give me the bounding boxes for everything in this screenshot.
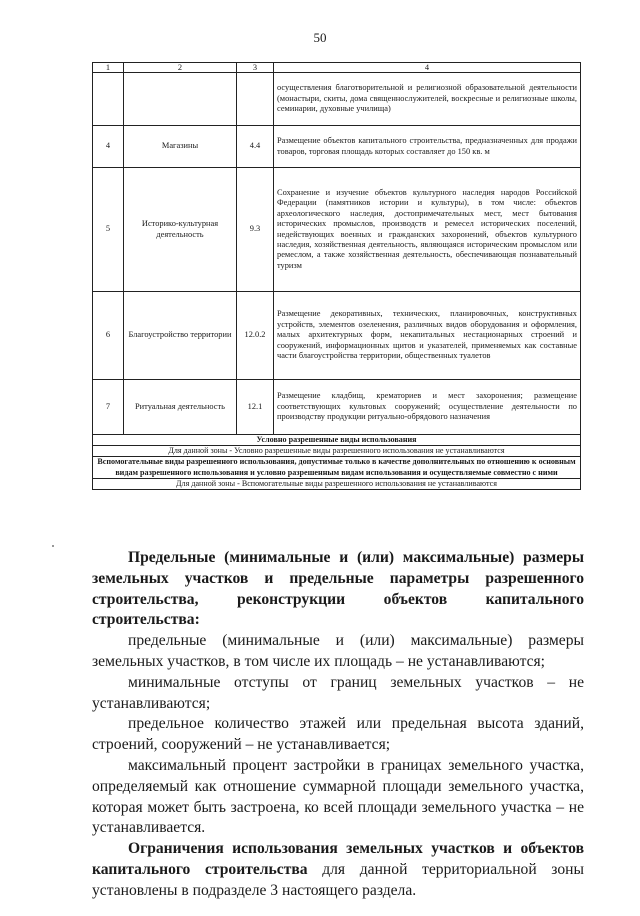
use-description: Размещение кладбищ, крематориев и мест захоронения; размещение соответствующих культовых сооружений; осуществление деятельности по производству продукции ритуально-обрядового назначения — [274, 380, 581, 435]
table-row — [93, 73, 581, 126]
paragraph: предельные (минимальные и (или) максимальные) размеры земельных участков, в том числе их площадь – не устанавливаются; — [92, 632, 584, 670]
table-header-row — [93, 63, 581, 73]
header-cell: 3 — [237, 63, 274, 73]
use-description: Размещение объектов капитального строительства, предназначенных для продажи товаров, торговая площадь которых составляет до 150 кв. м — [274, 126, 581, 168]
auxiliary-uses-heading: Вспомогательные виды разрешенного использования, допустимые только в качестве дополнительных по отношению к основным видам разрешенного использования и условно разрешенным видам использования и осуществляемые совместно с ними — [93, 457, 581, 478]
table-row — [93, 168, 581, 292]
paragraph: минимальные отступы от границ земельных участков – не устанавливаются; — [92, 673, 584, 712]
land-use-table — [92, 62, 581, 490]
use-name: Ритуальная деятельность — [124, 380, 237, 435]
use-code: 4.4 — [237, 126, 274, 168]
table-row — [93, 380, 581, 435]
use-description: осуществления благотворительной и религиозной образовательной деятельности (монастыри, скиты, дома священнослужителей, воскресные и религиозные школы, семинарии, духовные училища) — [274, 73, 581, 126]
conditional-uses-note: Для данной зоны - Условно разрешенные виды разрешенного использования не устанавливаются — [93, 446, 581, 457]
conditional-uses-note-row — [93, 446, 581, 457]
scan-speck — [52, 545, 54, 547]
use-name — [124, 73, 237, 126]
restrictions-rest: для данной территориальной зоны установлены в подразделе 3 настоящего раздела. — [92, 860, 584, 899]
header-cell: 2 — [124, 63, 237, 73]
header-cell: 4 — [274, 63, 581, 73]
body-text — [92, 548, 584, 902]
use-code: 12.1 — [237, 380, 274, 435]
row-number — [93, 73, 124, 126]
conditional-uses-heading-row — [93, 435, 581, 446]
auxiliary-uses-heading-row — [93, 457, 581, 478]
auxiliary-uses-note-row — [93, 478, 581, 489]
use-description: Размещение декоративных, технических, планировочных, конструктивных устройств, элементов озеленения, различных видов оборудования и оформления, малых архитектурных форм, некапитальных нестационарных строений и сооружений, информационных щитов и указателей, применяемых как составные части благоустройства территории, общественных туалетов — [274, 292, 581, 380]
row-number: 6 — [93, 292, 124, 380]
use-code — [237, 73, 274, 126]
use-name: Благоустройство территории — [124, 292, 237, 380]
use-code: 12.0.2 — [237, 292, 274, 380]
table-row — [93, 126, 581, 168]
paragraph: максимальный процент застройки в границах земельного участка, определяемый как отношение суммарной площади земельного участка, которая может быть застроена, ко всей площади земельного участка – не устанавливается. — [92, 756, 584, 837]
restrictions-paragraph — [92, 839, 584, 901]
table-row — [93, 292, 581, 380]
row-number: 4 — [93, 126, 124, 168]
header-cell: 1 — [93, 63, 124, 73]
use-code: 9.3 — [237, 168, 274, 292]
row-number: 7 — [93, 380, 124, 435]
row-number: 5 — [93, 168, 124, 292]
page-number: 50 — [313, 30, 327, 45]
auxiliary-uses-note: Для данной зоны - Вспомогательные виды разрешенного использования не устанавливаются — [93, 478, 581, 489]
restrictions-bold-lead: Ограничения использования земельных участков и объектов капитального строительства — [92, 840, 584, 878]
section-heading: Предельные (минимальные и (или) максимальные) размеры земельных участков и предельные параметры разрешенного строительства, реконструкции объектов капитального строительства: — [92, 549, 584, 629]
use-description: Сохранение и изучение объектов культурного наследия народов Российской Федерации (памятников истории и культуры), в том числе: объектов археологического наследия, достопримечательных мест, мест бытования исторических промыслов, производств и ремесел исторических поселений, недействующих военных и гражданских захоронений, объектов культурного наследия, хозяйственная деятельность, являющаяся историческим промыслом или ремеслом, а также хозяйственная деятельность, обеспечивающая познавательный туризм — [274, 168, 581, 292]
use-name: Историко-культурная деятельность — [124, 168, 237, 292]
use-name: Магазины — [124, 126, 237, 168]
conditional-uses-heading: Условно разрешенные виды использования — [93, 435, 581, 446]
paragraph: предельное количество этажей или предельная высота зданий, строений, сооружений – не устанавливается; — [92, 715, 584, 754]
